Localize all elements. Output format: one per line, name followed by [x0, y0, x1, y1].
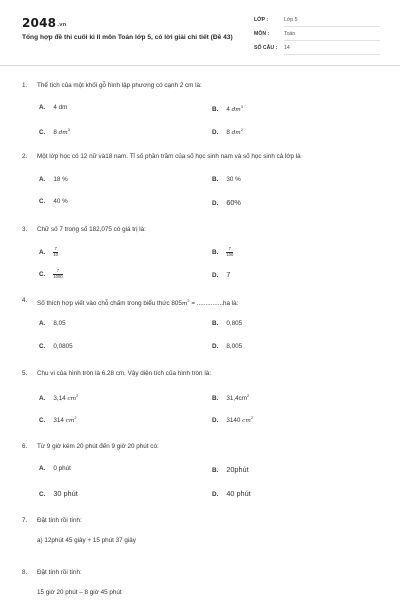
logo-text: 2048: [22, 16, 57, 30]
question-number: 4.: [22, 297, 28, 304]
fraction: $\frac{7}{1000}$: [53, 268, 63, 279]
option-a[interactable]: A. 0 phút: [39, 465, 71, 472]
question-number: 6.: [22, 443, 28, 450]
option-d[interactable]: D. 8,005: [212, 343, 243, 350]
option-b[interactable]: B. 30 %: [212, 176, 241, 183]
option-c[interactable]: C. 8 $dm^3$: [39, 127, 71, 136]
question-text: Một lớp học có 12 nữ và18 nam. Tỉ số phần trăm của số học sinh nam và số học sinh cả lớp là: [37, 153, 301, 160]
option-c[interactable]: C. 30 phút: [39, 489, 78, 498]
question-text: Số thích hợp viết vào chỗ chấm trong biểu thức $805m^2 = ...............ha$ là:: [37, 298, 239, 307]
option-d[interactable]: D. 60%: [212, 198, 241, 207]
option-c[interactable]: C. 40 %: [39, 198, 68, 205]
logo-suffix: .vn: [57, 22, 67, 28]
option-a[interactable]: A. 3,14 $cm^2$: [39, 393, 79, 402]
question-number: 1.: [22, 82, 28, 89]
option-a[interactable]: A. 8,05: [39, 320, 66, 327]
question-number: 7.: [22, 517, 28, 524]
question-subitem: 15 giờ 20 phút – 8 giờ 45 phút: [37, 589, 122, 596]
meta-key: MÔN :: [254, 31, 270, 37]
option-d[interactable]: D. 40 phút: [212, 489, 251, 498]
option-d[interactable]: D. 7: [212, 270, 231, 279]
option-a[interactable]: A. 4 dm: [39, 104, 68, 111]
question-text: Chu vi của hình tròn là 6.28 cm. Vậy diện tích của hình tròn là:: [37, 370, 211, 377]
option-c[interactable]: C. 0,0805: [39, 343, 73, 350]
option-b[interactable]: B. 4 $dm^3$: [212, 104, 244, 113]
option-c[interactable]: C. $\frac{7}{1000}$: [39, 268, 63, 279]
meta-value: Lớp 5: [284, 17, 380, 27]
fraction: $\frac{7}{10}$: [53, 246, 58, 257]
meta-value: Toán: [284, 31, 380, 41]
question-number: 3.: [22, 226, 28, 233]
question-text: Chữ số 7 trong số 182,075 có giá trị là:: [37, 226, 146, 233]
option-d[interactable]: D. 3140 $cm^2$: [212, 415, 254, 424]
document-title: Tổng hợp đề thi cuối kì II môn Toán lớp 5, có lời giải chi tiết (Đề 43): [22, 34, 233, 41]
question-number: 5.: [22, 370, 28, 377]
option-b[interactable]: B. $31,4cm^2$: [212, 393, 250, 402]
option-d[interactable]: D. 8 $dm^2$: [212, 127, 244, 136]
option-a[interactable]: A. 18 %: [39, 176, 68, 183]
fraction: $\frac{7}{100}$: [226, 246, 234, 257]
option-b[interactable]: B. $\frac{7}{100}$: [212, 246, 234, 257]
question-subitem: a) 12phút 45 giây + 15 phút 37 giây: [37, 537, 136, 544]
option-b[interactable]: B. 20phút: [212, 465, 249, 474]
question-text: Đặt tính rồi tính:: [37, 517, 82, 524]
question-text: Đặt tính rồi tính:: [37, 569, 82, 576]
meta-value: 14: [284, 45, 380, 55]
option-a[interactable]: A. $\frac{7}{10}$: [39, 246, 58, 257]
question-text: Thể tích của một khối gỗ hình lập phương có cạnh 2 cm là:: [37, 82, 202, 89]
question-number: 8.: [22, 569, 28, 576]
option-b[interactable]: B. 0,805: [212, 320, 243, 327]
question-number: 2.: [22, 153, 28, 160]
question-text: Từ 9 giờ kém 20 phút đến 9 giờ 20 phút có:: [37, 443, 159, 450]
meta-key: LỚP :: [254, 17, 269, 23]
site-logo[interactable]: [22, 16, 67, 30]
meta-key: SỐ CÂU :: [254, 45, 278, 51]
document-header: [0, 0, 400, 66]
option-c[interactable]: C. 314 $cm^2$: [39, 415, 77, 424]
